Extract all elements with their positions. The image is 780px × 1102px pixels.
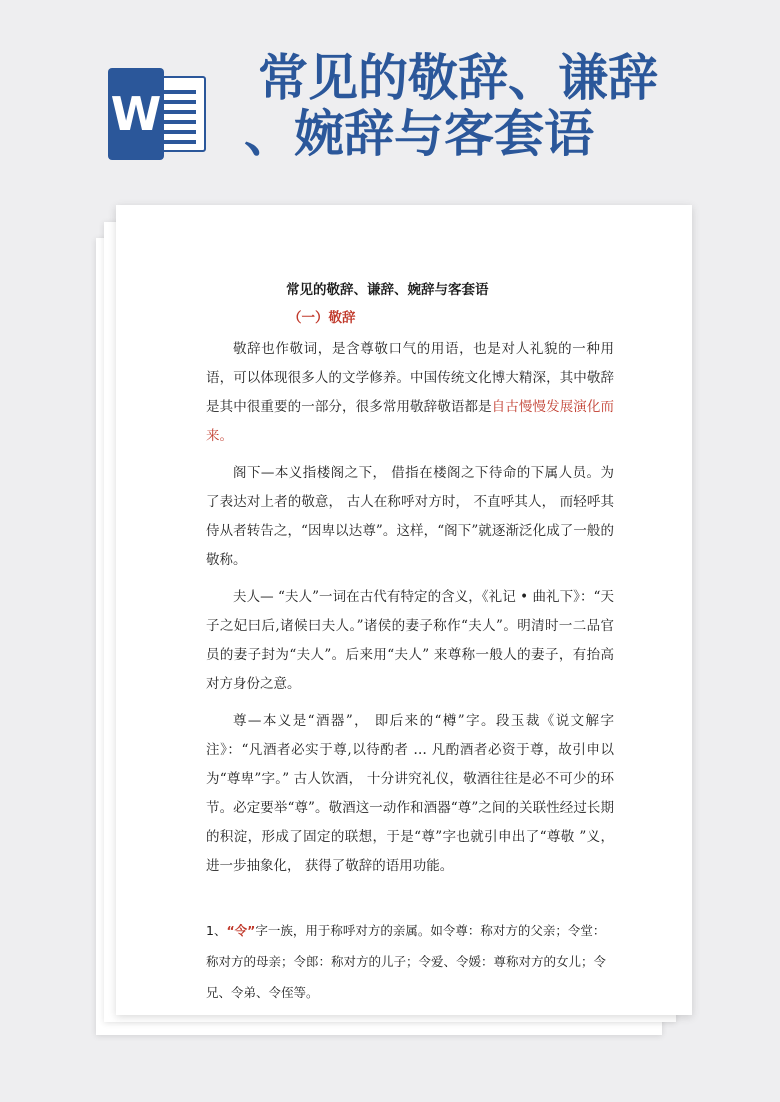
list-item-number: 1、 [206, 923, 227, 938]
paragraph-furen: 夫人— “夫人”一词在古代有特定的含义，《礼记 • 曲礼下》：“天子之妃曰后,诸候曰夫人。”诸侯的妻子称作“夫人”。明清时一二品官员的妻子封为“夫人”。后来用“夫人” 来尊称一般人的妻子，有抬高对方身份之意。 [206, 589, 614, 692]
paragraph-zun: 尊—本义是“酒器”， 即后来的“樽”字。段玉裁《说文解字注》：“凡酒者必实于尊,以待酌者 … 凡酌酒者必资于尊，故引申以为“尊卑”字。” 古人饮酒， 十分讲究礼仪，敬酒往往是必不可少的环节。必定要举“尊”。敬酒这一动作和酒器“尊”之间的关联性经过长期的积淀，形成了固定的联想，于是“尊”字也就引申出了“尊敬 ”义， 进一步抽象化， 获得了敬辞的语用功能。 [206, 713, 614, 874]
paragraph-intro [206, 335, 614, 451]
word-icon [108, 68, 208, 160]
list-item-highlight: “令” [226, 923, 256, 938]
paragraph-intro-highlight: 自古慢慢发展演化而来。 [206, 399, 614, 444]
document-title: 常见的敬辞、谦辞、婉辞与客套语 [286, 282, 489, 298]
list-item-text: 字一族，用于称呼对方的亲属。如令尊：称对方的父亲；令堂：称对方的母亲；令郎：称对方的儿子；令爱、令媛：尊称对方的女儿；令兄、令弟、令侄等。 [206, 923, 607, 1000]
document-page [116, 205, 692, 1015]
list-item [206, 915, 614, 1008]
page-title [244, 49, 728, 163]
word-letter: W [108, 68, 164, 160]
page-title-line-1: 常见的敬辞、谦辞 [258, 49, 658, 107]
page-title-line-2: 、婉辞与客套语 [244, 105, 594, 163]
paragraph-gexia: 阁下—本义指楼阁之下， 借指在楼阁之下待命的下属人员。为了表达对上者的敬意， 古人在称呼对方时， 不直呼其人， 而轻呼其侍从者转告之，“因卑以达尊”。这样，“阁下”就逐渐泛化成了一般的敬称。 [206, 465, 614, 568]
paragraph-intro-text: 敬辞也作敬词，是含尊敬口气的用语，也是对人礼貌的一种用语，可以体现很多人的文学修养。中国传统文化博大精深，其中敬辞是其中很重要的一部分，很多常用敬辞敬语都是 [206, 341, 614, 415]
section-heading: （一）敬辞 [288, 310, 356, 326]
